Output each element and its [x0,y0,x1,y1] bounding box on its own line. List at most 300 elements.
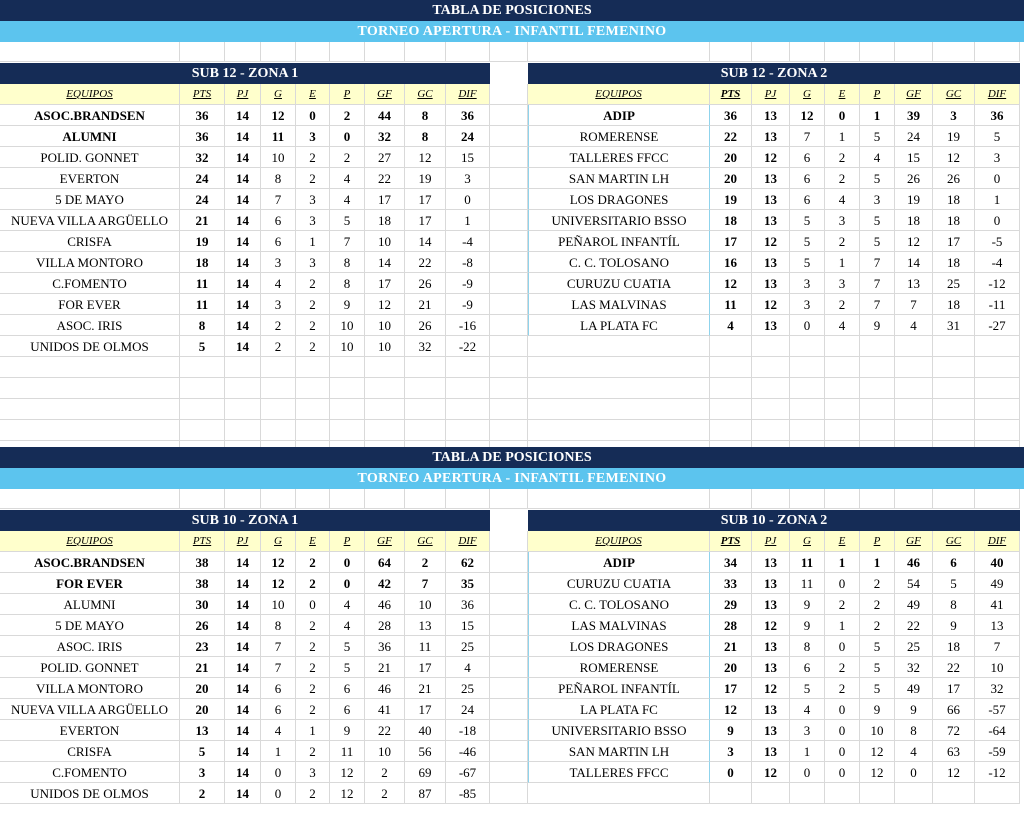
empty-cell [895,420,933,441]
stat-gc: 26 [933,168,975,189]
empty-cell [975,378,1020,399]
grid-cell [261,489,296,509]
team-name: CRISFA [0,231,180,252]
team-name: VILLA MONTORO [0,678,180,699]
stat-gf: 32 [365,126,405,147]
stat-e: 0 [825,741,860,762]
stat-e: 3 [296,762,330,783]
stat-pj: 14 [225,699,261,720]
stat-p: 9 [330,294,365,315]
empty-cell [825,783,860,804]
stat-pts: 18 [710,210,752,231]
team-name: ADIP [528,552,710,573]
grid-cell [490,273,528,294]
stat-gf: 42 [365,573,405,594]
empty-cell [710,420,752,441]
team-name: SAN MARTIN LH [528,168,710,189]
stat-g: 3 [790,294,825,315]
grid-cell [490,594,528,615]
stat-e: 2 [296,294,330,315]
stat-g: 11 [790,573,825,594]
stat-p: 5 [860,168,895,189]
stat-gf: 49 [895,594,933,615]
stat-dif: 62 [446,552,490,573]
stat-g: 0 [261,783,296,804]
stat-g: 0 [790,315,825,336]
stat-p: 7 [330,231,365,252]
stat-e: 2 [825,294,860,315]
stat-dif: 7 [975,636,1020,657]
stat-p: 4 [330,189,365,210]
stat-dif: 49 [975,573,1020,594]
stat-e: 1 [296,720,330,741]
grid-cell [490,378,528,399]
stat-g: 5 [790,678,825,699]
stat-gc: 17 [405,699,446,720]
stat-g: 6 [790,168,825,189]
grid-cell [528,489,710,509]
team-name: C. C. TOLOSANO [528,252,710,273]
stat-p: 5 [330,657,365,678]
stat-pts: 13 [180,720,225,741]
zone-title: SUB 12 - ZONA 2 [528,63,1020,84]
empty-cell [528,357,710,378]
stat-g: 3 [261,252,296,273]
stat-pj: 14 [225,168,261,189]
stat-gf: 10 [365,231,405,252]
empty-cell [825,336,860,357]
stat-gc: 40 [405,720,446,741]
stat-dif: -5 [975,231,1020,252]
stat-p: 0 [330,126,365,147]
column-header-pts: PTS [710,84,752,105]
stat-pts: 3 [180,762,225,783]
empty-cell [790,378,825,399]
grid-cell [933,42,975,62]
stat-pts: 18 [180,252,225,273]
team-name: ASOC. IRIS [0,636,180,657]
stat-e: 2 [296,147,330,168]
stat-gc: 18 [933,636,975,657]
stat-pj: 14 [225,294,261,315]
stat-pts: 30 [180,594,225,615]
grid-cell [490,294,528,315]
stat-pj: 14 [225,615,261,636]
stat-pts: 20 [710,657,752,678]
stat-pts: 22 [710,126,752,147]
empty-cell [710,357,752,378]
stat-pj: 14 [225,336,261,357]
empty-cell [296,378,330,399]
grid-cell [490,105,528,126]
team-name: ADIP [528,105,710,126]
stat-gf: 41 [365,699,405,720]
stat-g: 3 [790,273,825,294]
stat-pj: 13 [752,273,790,294]
empty-cell [225,357,261,378]
stat-p: 8 [330,252,365,273]
stat-gc: 10 [405,594,446,615]
team-name: CURUZU CUATIA [528,573,710,594]
stat-e: 3 [825,273,860,294]
stat-pts: 3 [710,741,752,762]
stat-p: 9 [860,699,895,720]
stat-e: 2 [825,594,860,615]
empty-cell [790,357,825,378]
stat-pj: 13 [752,657,790,678]
empty-cell [825,357,860,378]
stat-pts: 11 [180,294,225,315]
stat-pts: 4 [710,315,752,336]
stat-e: 2 [296,636,330,657]
stat-g: 9 [790,594,825,615]
stat-gc: 17 [405,657,446,678]
stat-e: 2 [296,678,330,699]
empty-cell [860,336,895,357]
stat-e: 3 [825,210,860,231]
stat-pts: 32 [180,147,225,168]
grid-cell [180,42,225,62]
stat-pts: 33 [710,573,752,594]
stat-g: 12 [261,552,296,573]
empty-cell [752,336,790,357]
stat-gc: 6 [933,552,975,573]
stat-p: 1 [860,105,895,126]
stat-pts: 26 [180,615,225,636]
column-header-dif: DIF [975,531,1020,552]
stat-dif: -57 [975,699,1020,720]
stat-p: 11 [330,741,365,762]
tournament-subtitle: TORNEO APERTURA - INFANTIL FEMENINO [0,468,1024,489]
team-name: EVERTON [0,720,180,741]
empty-cell [446,420,490,441]
stat-dif: -46 [446,741,490,762]
column-header-e: E [825,84,860,105]
grid-cell [490,762,528,783]
stat-e: 1 [296,231,330,252]
stat-pts: 38 [180,552,225,573]
empty-cell [296,357,330,378]
stat-pj: 12 [752,147,790,168]
stat-g: 10 [261,147,296,168]
team-name: C.FOMENTO [0,273,180,294]
stat-g: 1 [790,741,825,762]
stat-dif: 5 [975,126,1020,147]
grid-cell [825,42,860,62]
grid-cell [752,489,790,509]
stat-e: 2 [825,168,860,189]
stat-gf: 36 [365,636,405,657]
stat-pts: 38 [180,573,225,594]
stat-pts: 11 [710,294,752,315]
grid-cell [933,489,975,509]
empty-cell [933,336,975,357]
zone-title: SUB 10 - ZONA 1 [0,510,490,531]
empty-cell [790,420,825,441]
stat-p: 9 [860,315,895,336]
team-name: EVERTON [0,168,180,189]
stat-gc: 12 [405,147,446,168]
empty-cell [933,357,975,378]
stat-gf: 27 [365,147,405,168]
stat-e: 4 [825,315,860,336]
grid-cell [225,42,261,62]
stat-g: 9 [790,615,825,636]
column-header-equipos: EQUIPOS [528,84,710,105]
stat-dif: -67 [446,762,490,783]
grid-cell [490,168,528,189]
stat-pts: 29 [710,594,752,615]
stat-p: 0 [330,573,365,594]
stat-p: 7 [860,294,895,315]
stat-p: 5 [330,210,365,231]
stat-pts: 20 [180,699,225,720]
team-name: SAN MARTIN LH [528,741,710,762]
column-header-pj: PJ [752,84,790,105]
grid-cell [405,489,446,509]
stat-dif: -11 [975,294,1020,315]
stat-gc: 7 [405,573,446,594]
stat-e: 1 [825,552,860,573]
stat-dif: -64 [975,720,1020,741]
stat-g: 8 [790,636,825,657]
team-name: UNIVERSITARIO BSSO [528,210,710,231]
grid-cell [790,42,825,62]
team-name: NUEVA VILLA ARGÜELLO [0,210,180,231]
team-name: C.FOMENTO [0,762,180,783]
column-header-g: G [790,84,825,105]
stat-pj: 14 [225,126,261,147]
stat-gf: 44 [365,105,405,126]
empty-cell [446,378,490,399]
empty-cell [225,378,261,399]
grid-cell [490,783,528,804]
stat-gf: 14 [895,252,933,273]
stat-gc: 22 [405,252,446,273]
empty-cell [0,357,180,378]
empty-cell [860,399,895,420]
empty-cell [895,336,933,357]
team-name: NUEVA VILLA ARGÜELLO [0,699,180,720]
stat-e: 0 [825,573,860,594]
stat-pj: 14 [225,741,261,762]
column-header-gf: GF [895,84,933,105]
stat-e: 3 [296,210,330,231]
grid-cell [860,42,895,62]
stat-pj: 14 [225,657,261,678]
grid-cell [330,42,365,62]
stat-dif: 36 [975,105,1020,126]
grid-cell [296,42,330,62]
stat-p: 6 [330,678,365,699]
stat-pts: 17 [710,231,752,252]
grid-cell [895,489,933,509]
empty-cell [261,378,296,399]
stat-g: 3 [790,720,825,741]
stat-dif: -12 [975,273,1020,294]
stat-gc: 17 [933,231,975,252]
stat-gc: 26 [405,273,446,294]
grid-cell [446,42,490,62]
grid-cell [365,42,405,62]
team-name: TALLERES FFCC [528,762,710,783]
stat-pts: 5 [180,336,225,357]
stat-gc: 32 [405,336,446,357]
stat-gf: 4 [895,741,933,762]
stat-dif: -9 [446,273,490,294]
grid-cell [490,147,528,168]
stat-dif: 1 [446,210,490,231]
stat-gc: 18 [933,252,975,273]
grid-cell [490,336,528,357]
stat-gf: 21 [365,657,405,678]
spacer-row [0,489,1024,509]
empty-cell [528,399,710,420]
stat-gf: 19 [895,189,933,210]
team-name: LA PLATA FC [528,315,710,336]
team-name: PEÑAROL INFANTÍL [528,678,710,699]
grid-cell [490,678,528,699]
empty-cell [895,378,933,399]
empty-cell [752,783,790,804]
stat-dif: -59 [975,741,1020,762]
stat-gf: 22 [895,615,933,636]
stat-pj: 13 [752,636,790,657]
column-header-pj: PJ [752,531,790,552]
stat-pts: 36 [710,105,752,126]
stat-gf: 22 [365,720,405,741]
empty-cell [261,357,296,378]
grid-cell [490,357,528,378]
stat-pts: 24 [180,189,225,210]
stat-gc: 18 [933,294,975,315]
stat-gf: 46 [365,678,405,699]
stat-g: 6 [261,210,296,231]
stat-p: 5 [860,678,895,699]
stat-e: 0 [825,762,860,783]
stat-dif: 36 [446,105,490,126]
stat-pj: 13 [752,168,790,189]
stat-pts: 28 [710,615,752,636]
grid-cell [0,489,180,509]
empty-cell [895,357,933,378]
team-name: LOS DRAGONES [528,189,710,210]
empty-cell [895,783,933,804]
stat-dif: -16 [446,315,490,336]
empty-cell [975,336,1020,357]
team-name: LAS MALVINAS [528,294,710,315]
empty-cell [180,399,225,420]
stat-dif: 36 [446,594,490,615]
grid-cell [490,210,528,231]
team-name: ROMERENSE [528,126,710,147]
stat-pj: 13 [752,573,790,594]
stat-p: 6 [330,699,365,720]
grid-cell [895,42,933,62]
empty-cell [528,420,710,441]
stat-e: 2 [825,657,860,678]
column-header-p: P [330,531,365,552]
empty-cell [405,399,446,420]
stat-pj: 14 [225,105,261,126]
stat-e: 2 [296,573,330,594]
stat-g: 11 [790,552,825,573]
empty-cell [710,783,752,804]
stat-g: 2 [261,315,296,336]
stat-p: 8 [330,273,365,294]
stat-pts: 36 [180,105,225,126]
stat-p: 2 [860,594,895,615]
empty-cell [330,378,365,399]
stat-pts: 24 [180,168,225,189]
stat-p: 10 [330,336,365,357]
team-name: 5 DE MAYO [0,615,180,636]
stat-pj: 12 [752,294,790,315]
column-header-pts: PTS [710,531,752,552]
stat-p: 4 [330,594,365,615]
stat-dif: 40 [975,552,1020,573]
team-name: 5 DE MAYO [0,189,180,210]
stat-pts: 2 [180,783,225,804]
grid-cell [490,252,528,273]
stat-dif: 3 [975,147,1020,168]
empty-cell [261,399,296,420]
stat-dif: -27 [975,315,1020,336]
stat-g: 4 [261,720,296,741]
stat-p: 1 [860,552,895,573]
grid-cell [975,489,1020,509]
empty-cell [330,399,365,420]
stat-gf: 28 [365,615,405,636]
column-header-pts: PTS [180,531,225,552]
empty-cell [365,399,405,420]
stat-p: 12 [860,762,895,783]
team-name: VILLA MONTORO [0,252,180,273]
stat-gf: 17 [365,189,405,210]
column-header-g: G [261,531,296,552]
empty-cell [825,378,860,399]
zone-title: SUB 10 - ZONA 2 [528,510,1020,531]
stat-pj: 13 [752,126,790,147]
column-header-p: P [330,84,365,105]
empty-cell [405,420,446,441]
empty-cell [528,336,710,357]
empty-cell [752,378,790,399]
stat-p: 5 [860,231,895,252]
empty-cell [0,378,180,399]
stat-dif: 41 [975,594,1020,615]
stat-dif: 4 [446,657,490,678]
stat-g: 7 [790,126,825,147]
stat-p: 2 [330,105,365,126]
grid-cell [790,489,825,509]
stat-p: 7 [860,252,895,273]
stat-pj: 14 [225,678,261,699]
team-name: CRISFA [0,741,180,762]
stat-gc: 3 [933,105,975,126]
stat-gc: 25 [933,273,975,294]
empty-cell [710,378,752,399]
stat-gc: 2 [405,552,446,573]
stat-gf: 12 [365,294,405,315]
stat-p: 12 [860,741,895,762]
stat-pts: 5 [180,741,225,762]
stat-e: 2 [825,147,860,168]
stat-gc: 13 [405,615,446,636]
stat-gf: 7 [895,294,933,315]
stat-dif: 32 [975,678,1020,699]
column-header-gf: GF [365,531,405,552]
